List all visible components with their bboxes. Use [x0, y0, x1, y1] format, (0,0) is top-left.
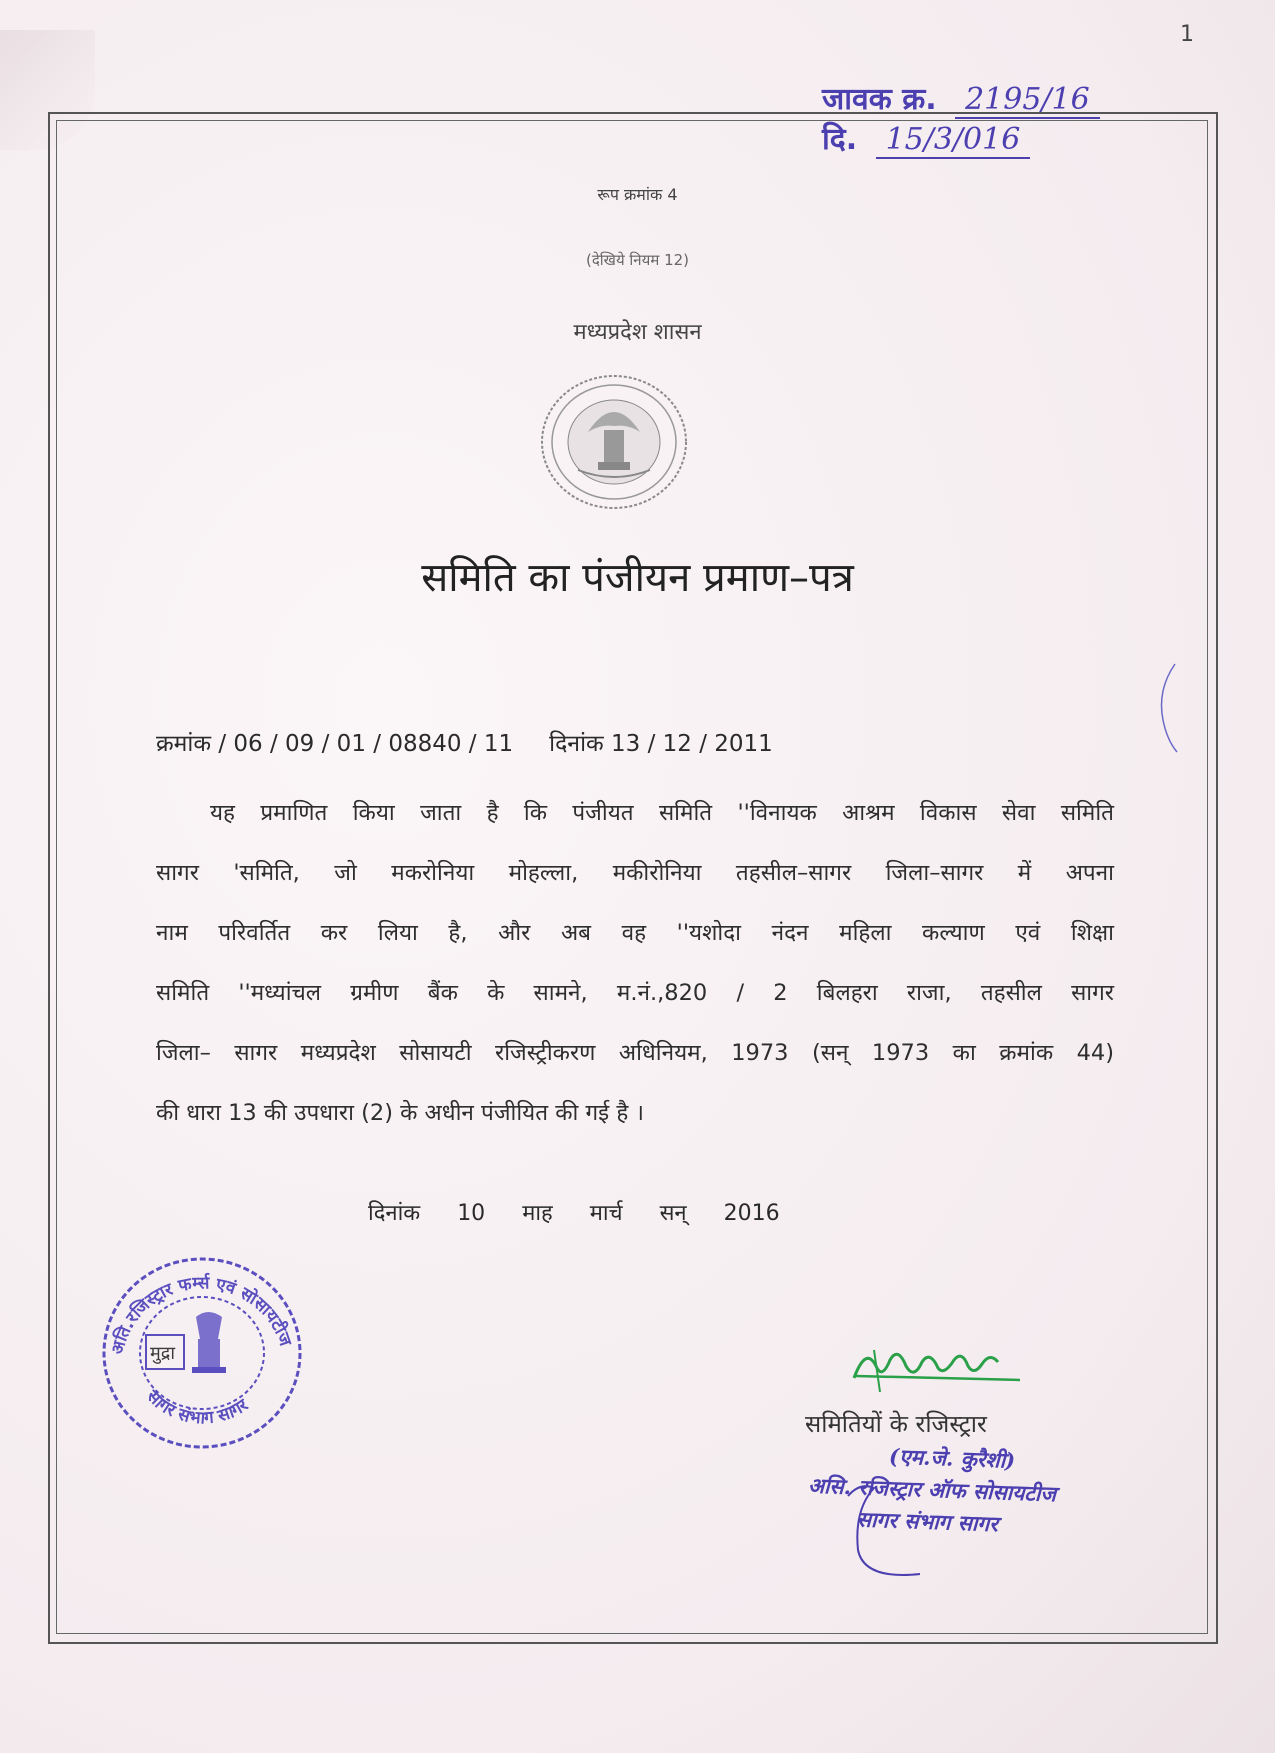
- body-line: नाम परिवर्तित कर लिया है, और अब वह ''यशोदा नंदन महिला कल्याण एवं शिक्षा: [156, 920, 1114, 946]
- signature-flourish: [840, 1470, 940, 1590]
- svg-text:अति.रजिस्ट्रार फर्म्स एवं सोसा: अति.रजिस्ट्रार फर्म्स एवं सोसायटीज: [107, 1273, 296, 1357]
- issue-day-label: दिनांक: [368, 1201, 421, 1226]
- form-number: रूप क्रमांक 4: [597, 185, 678, 204]
- issue-day: 10: [457, 1201, 486, 1226]
- certificate-body: [156, 783, 1114, 1143]
- dispatch-number-value: 2195/16: [955, 82, 1100, 119]
- svg-text:सागर संभाग सागर: सागर संभाग सागर: [142, 1386, 253, 1429]
- rule-reference: (देखिये नियम 12): [585, 251, 690, 269]
- reference-date: दिनांक 13 / 12 / 2011: [549, 731, 773, 757]
- svg-text:मुद्रा: मुद्रा: [150, 1343, 175, 1364]
- registrar-name: (एम.जे. कुरैशी): [888, 1443, 1016, 1473]
- margin-pen-mark: [1155, 660, 1180, 755]
- page-corner-mark: 1: [1180, 22, 1194, 47]
- registrar-label: समितियों के रजिस्ट्रार: [805, 1410, 987, 1438]
- issue-month: मार्च: [589, 1201, 623, 1226]
- body-line: समिति ''मध्यांचल ग्रमीण बैंक के सामने, म.नं.,820 / 2 बिलहरा राजा, तहसील सागर: [156, 980, 1114, 1006]
- dispatch-number-label: जावक क्र.: [822, 82, 937, 117]
- body-line: यह प्रमाणित किया जाता है कि पंजीयत समिति ''विनायक आश्रम विकास सेवा समिति: [210, 800, 1114, 826]
- certificate-title: समिति का पंजीयन प्रमाण–पत्र: [421, 555, 854, 601]
- registrar-seal-icon: [100, 1253, 305, 1453]
- body-line: जिला– सागर मध्यप्रदेश सोसायटी रजिस्ट्रीकरण अधिनियम, 1973 (सन् 1973 का क्रमांक 44): [156, 1040, 1114, 1066]
- reference-number: क्रमांक / 06 / 09 / 01 / 08840 / 11: [156, 731, 514, 757]
- issue-year: 2016: [723, 1201, 780, 1226]
- government-name: मध्यप्रदेश शासन: [573, 320, 702, 345]
- issue-date: [368, 1197, 810, 1227]
- issue-year-label: सन्: [659, 1201, 687, 1226]
- dispatch-date-label: दि.: [822, 122, 858, 157]
- registrar-office: सागर संभाग सागर: [856, 1506, 999, 1537]
- registrar-signature: [850, 1336, 1025, 1396]
- issue-month-label: माह: [522, 1201, 553, 1226]
- body-line: सागर 'समिति, जो मकरोनिया मोहल्ला, मकीरोनिया तहसील–सागर जिला–सागर में अपना: [156, 860, 1114, 886]
- registrar-designation: असि. रजिस्ट्रार ऑफ सोसायटीज: [807, 1472, 1057, 1507]
- mp-govt-emblem-icon: [538, 372, 690, 512]
- body-line: की धारा 13 की उपधारा (2) के अधीन पंजीयित की गई है ।: [156, 1100, 644, 1126]
- dispatch-date-value: 15/3/016: [876, 122, 1031, 159]
- registration-reference: [156, 726, 773, 758]
